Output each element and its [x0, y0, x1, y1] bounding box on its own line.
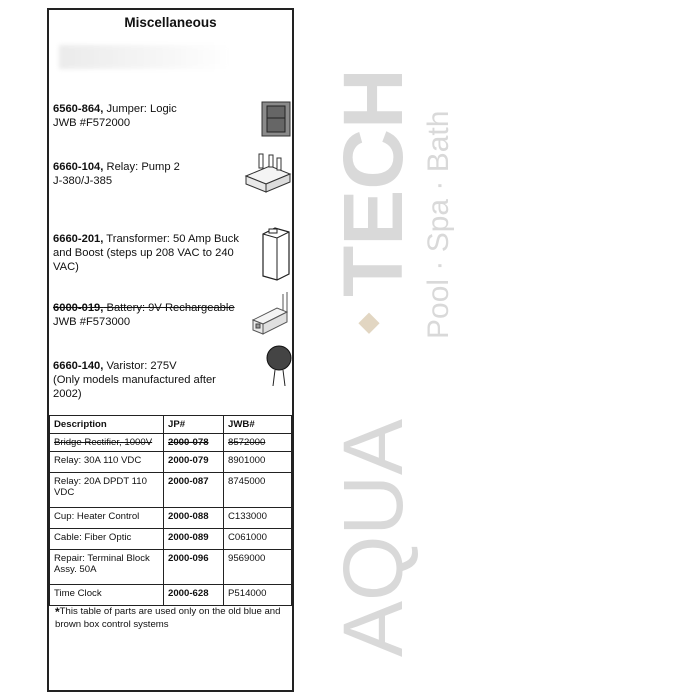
column-header-description: Description	[50, 416, 164, 434]
part-number: 6660-104,	[53, 161, 104, 173]
jumper-icon	[259, 98, 293, 140]
part-item-jumper	[53, 102, 241, 130]
cell-description: Cup: Heater Control	[50, 508, 164, 529]
part-item-transformer	[53, 232, 241, 274]
cell-jwb: 9569000	[224, 550, 292, 585]
faded-scan-area	[59, 45, 229, 69]
cell-jwb: 8572000	[224, 434, 292, 452]
watermark-brand-aqua: AQUA	[326, 418, 420, 657]
part-description: Jumper: Logic	[103, 103, 177, 115]
part-description: Transformer: 50 Amp Buck and Boost (steps up 208 VAC to 240 VAC)	[53, 233, 239, 273]
cell-description: Relay: 30A 110 VDC	[50, 452, 164, 473]
table-row	[50, 452, 292, 473]
table-row	[50, 550, 292, 585]
cell-description: Time Clock	[50, 585, 164, 606]
transformer-icon	[259, 222, 295, 286]
cell-jp: 2000-628	[164, 585, 224, 606]
table-row	[50, 508, 292, 529]
cell-jwb: 8745000	[224, 473, 292, 508]
part-reference: (Only models manufactured after 2002)	[53, 374, 216, 400]
part-number: 6560-864,	[53, 103, 104, 115]
footnote-asterisk: *	[55, 605, 60, 619]
table-row	[50, 473, 292, 508]
watermark-diamond-shape	[358, 313, 379, 334]
section-title: Miscellaneous	[124, 15, 217, 30]
part-reference: JWB #F572000	[53, 117, 131, 129]
part-number: 6660-140,	[53, 360, 104, 372]
cell-jp: 2000-089	[164, 529, 224, 550]
aquatech-watermark	[320, 45, 460, 660]
column-header-jwb: JWB#	[224, 416, 292, 434]
cell-jwb: C061000	[224, 529, 292, 550]
watermark-brand-tech: TECH	[326, 68, 420, 297]
part-item-varistor	[53, 359, 241, 401]
cell-jp: 2000-078	[164, 434, 224, 452]
part-item-battery	[53, 301, 241, 329]
battery-icon	[247, 286, 293, 338]
watermark-tagline: Pool · Spa · Bath	[422, 110, 455, 339]
cell-description: Repair: Terminal Block Assy. 50A	[50, 550, 164, 585]
varistor-icon	[263, 344, 295, 388]
cell-description: Bridge Rectifier, 1000V	[50, 434, 164, 452]
part-description: Battery: 9V Rechargeable	[103, 302, 235, 314]
cell-jp: 2000-087	[164, 473, 224, 508]
table-footnote	[55, 606, 287, 631]
part-reference: JWB #F573000	[53, 316, 131, 328]
part-item-relay-pump	[53, 160, 241, 188]
table-header-row	[50, 416, 292, 434]
part-description: Relay: Pump 2	[103, 161, 180, 173]
part-reference: J-380/J-385	[53, 175, 113, 187]
misc-parts-panel	[47, 8, 294, 692]
part-number: 6660-201,	[53, 233, 104, 245]
parts-table	[49, 415, 292, 606]
column-header-jp: JP#	[164, 416, 224, 434]
table-row	[50, 585, 292, 606]
cell-jp: 2000-088	[164, 508, 224, 529]
cell-jp: 2000-079	[164, 452, 224, 473]
relay-icon	[242, 150, 294, 198]
cell-jwb: P514000	[224, 585, 292, 606]
cell-jp: 2000-096	[164, 550, 224, 585]
footnote-text: This table of parts are used only on the old blue and brown box control systems	[55, 606, 281, 630]
cell-description: Cable: Fiber Optic	[50, 529, 164, 550]
part-number: 6000-019,	[53, 302, 104, 314]
cell-description: Relay: 20A DPDT 110 VDC	[50, 473, 164, 508]
cell-jwb: C133000	[224, 508, 292, 529]
part-description: Varistor: 275V	[103, 360, 177, 372]
table-row	[50, 529, 292, 550]
cell-jwb: 8901000	[224, 452, 292, 473]
table-row	[50, 434, 292, 452]
